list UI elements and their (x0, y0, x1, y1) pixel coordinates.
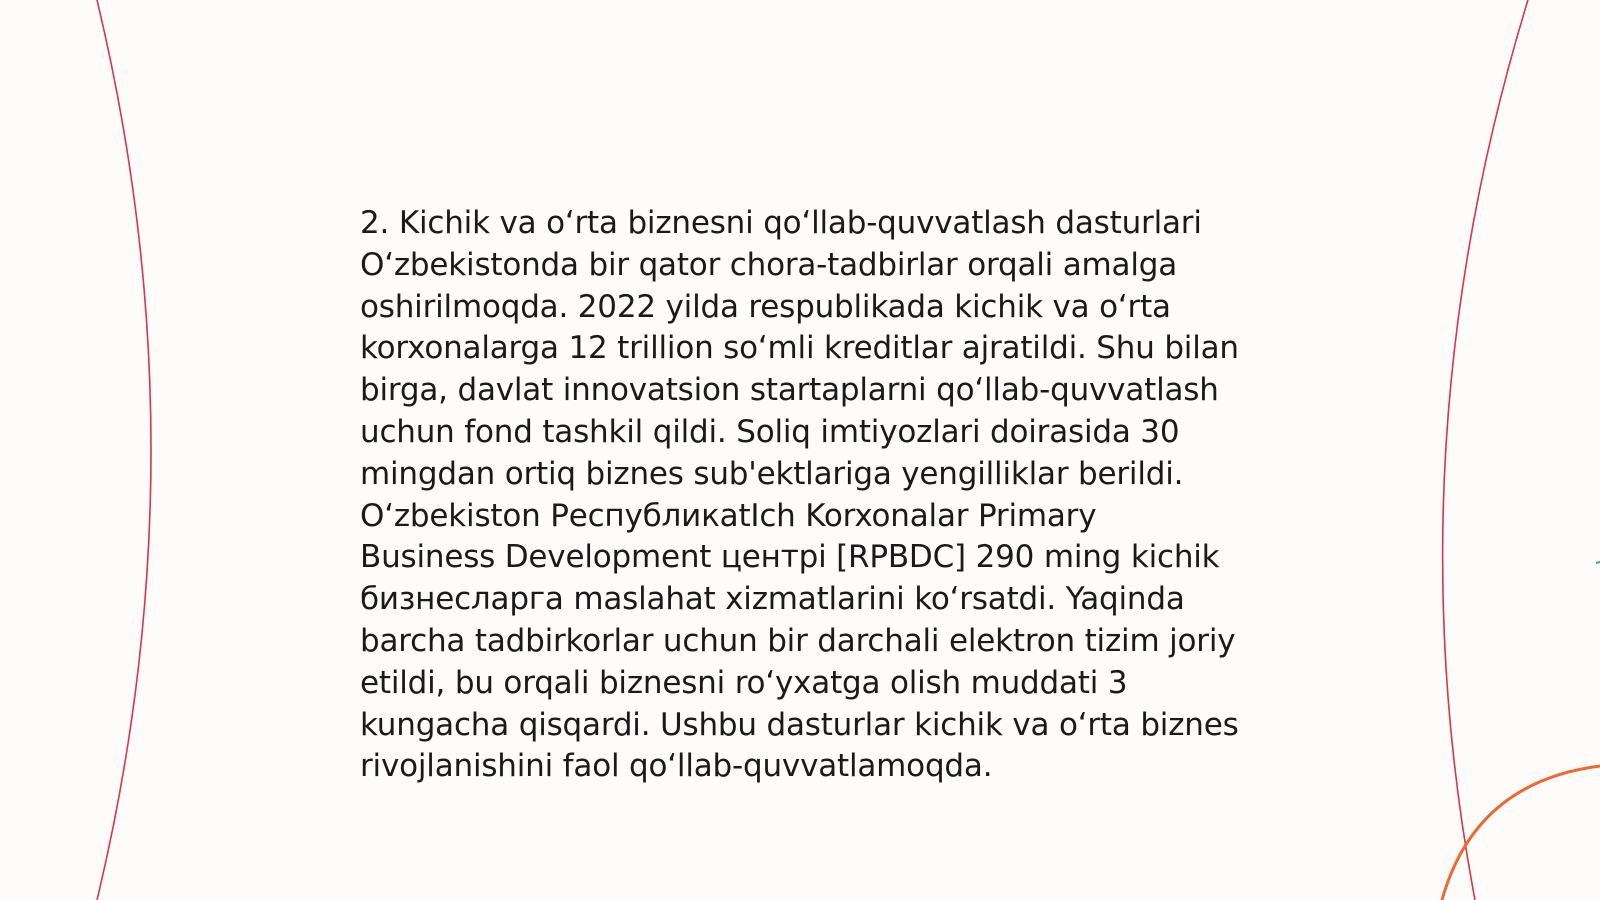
teal-mark (1596, 562, 1600, 563)
left-curve-line (97, 0, 151, 900)
orange-arc (1442, 766, 1600, 900)
slide-body-text: 2. Kichik va o‘rta biznesni qo‘llab-quvvatlash dasturlari O‘zbekistonda bir qator chora-tadbirlar orqali amalga oshirilmoqda. 2022 yilda respublikada kichik va o‘rta korxonalarga 12 trillion so‘mli kreditlar ajratildi. Shu bilan birga, davlat innovatsion startaplarni qo‘llab-quvvatlash uchun fond tashkil qildi. Soliq imtiyozlari doirasida 30 mingdan ortiq biznes sub'ektlariga yengilliklar berildi. O‘zbekiston РеспубликаtIch Korxonalar Primary Business Development центрі [RPBDC] 290 ming kichik бизнесларга maslahat xizmatlarini ko‘rsatdi. Yaqinda barcha tadbirkorlar uchun bir darchali elektron tizim joriy etildi, bu orqali biznesni ro‘yxatga olish muddati 3 kungacha qisqardi. Ushbu dasturlar kichik va o‘rta biznes rivojlanishini faol qo‘llab-quvvatlamoqda. (360, 205, 1239, 785)
right-curve-line (1443, 0, 1528, 900)
